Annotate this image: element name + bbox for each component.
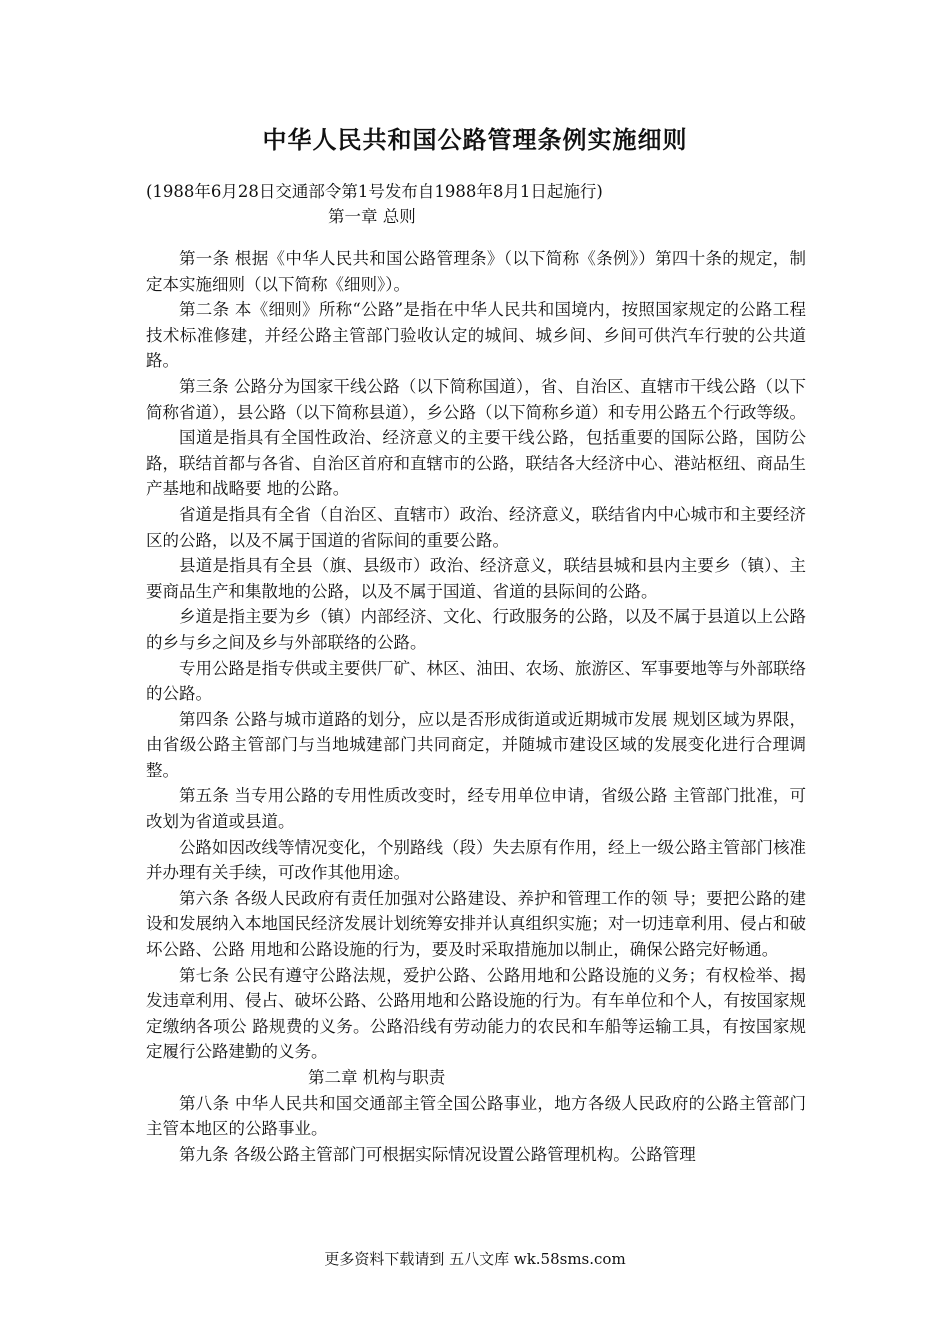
paragraph: 公路如因改线等情况变化，个别路线（段）失去原有作用，经上一级公路主管部门核准并办理有关手续，可改作其他用途。: [146, 837, 806, 883]
footer-note: 更多资料下载请到 五八文库 wk.58sms.com: [324, 1250, 626, 1268]
chapter-heading: 第一章 总则: [328, 207, 416, 226]
paragraph: 第三条 公路分为国家干线公路（以下简称国道），省、自治区、直辖市干线公路（以下简称省道），县公路（以下简称县道），乡公路（以下简称乡道）和专用公路五个行政等级。: [146, 376, 806, 422]
paragraph: 第二条 本《细则》所称“公路”是指在中华人民共和国境内，按照国家规定的公路工程技术标准修建，并经公路主管部门验收认定的城间、城乡间、乡间可供汽车行驶的公共道路。: [146, 300, 806, 371]
document-body: [146, 246, 806, 1167]
paragraph: 第一条 根据《中华人民共和国公路管理条》（以下简称《条例》）第四十条的规定，制定本实施细则（以下简称《细则》）。: [146, 249, 806, 294]
paragraph: 国道是指具有全国性政治、经济意义的主要干线公路，包括重要的国际公路，国防公路，联结首都与各省、自治区首府和直辖市的公路，联结各大经济中心、港站枢纽、商品生产基地和战略要 地的公路。: [146, 428, 806, 499]
chapter-heading: 第二章 机构与职责: [308, 1068, 446, 1087]
paragraph: 第五条 当专用公路的专用性质改变时，经专用单位申请，省级公路 主管部门批准，可改划为省道或县道。: [146, 786, 806, 832]
document-title: 中华人民共和国公路管理条例实施细则: [262, 125, 688, 154]
paragraph: 第八条 中华人民共和国交通部主管全国公路事业，地方各级人民政府的公路主管部门主管本地区的公路事业。: [146, 1093, 806, 1139]
paragraph: 第七条 公民有遵守公路法规，爱护公路、公路用地和公路设施的义务；有权检举、揭发违章利用、侵占、破坏公路、公路用地和公路设施的行为。有车单位和个人，有按国家规定缴纳各项公 路规费的义务。公路沿线有劳动能力的农民和车船等运输工具，有按国家规定履行公路建勤的义务。: [146, 965, 806, 1062]
paragraph: 第四条 公路与城市道路的划分，应以是否形成街道或近期城市发展 规划区域为界限，由省级公路主管部门与当地城建部门共同商定，并随城市建设区域的发展变化进行合理调整。: [146, 709, 806, 780]
paragraph: 省道是指具有全省（自治区、直辖市）政治、经济意义，联结省内中心城市和主要经济区的公路，以及不属于国道的省际间的重要公路。: [146, 504, 806, 550]
paragraph: 第九条 各级公路主管部门可根据实际情况设置公路管理机构。公路管理: [179, 1144, 696, 1164]
paragraph: 县道是指具有全县（旗、县级市）政治、经济意义，联结县城和县内主要乡（镇）、主要商品生产和集散地的公路，以及不属于国道、省道的县际间的公路。: [146, 556, 806, 601]
paragraph: 乡道是指主要为乡（镇）内部经济、文化、行政服务的公路，以及不属于县道以上公路的乡与乡之间及乡与外部联络的公路。: [146, 607, 806, 652]
document-subtitle: (1988年6月28日交通部令第1号发布自1988年8月1日起施行): [146, 182, 603, 201]
paragraph: 专用公路是指专供或主要供厂矿、林区、油田、农场、旅游区、军事要地等与外部联络的公路。: [146, 658, 806, 704]
paragraph: 第六条 各级人民政府有责任加强对公路建设、养护和管理工作的领 导；要把公路的建设和发展纳入本地国民经济发展计划统筹安排并认真组织实施；对一切违章利用、侵占和破坏公路、公路 用地和公路设施的行为，要及时采取措施加以制止，确保公路完好畅通。: [146, 888, 806, 960]
